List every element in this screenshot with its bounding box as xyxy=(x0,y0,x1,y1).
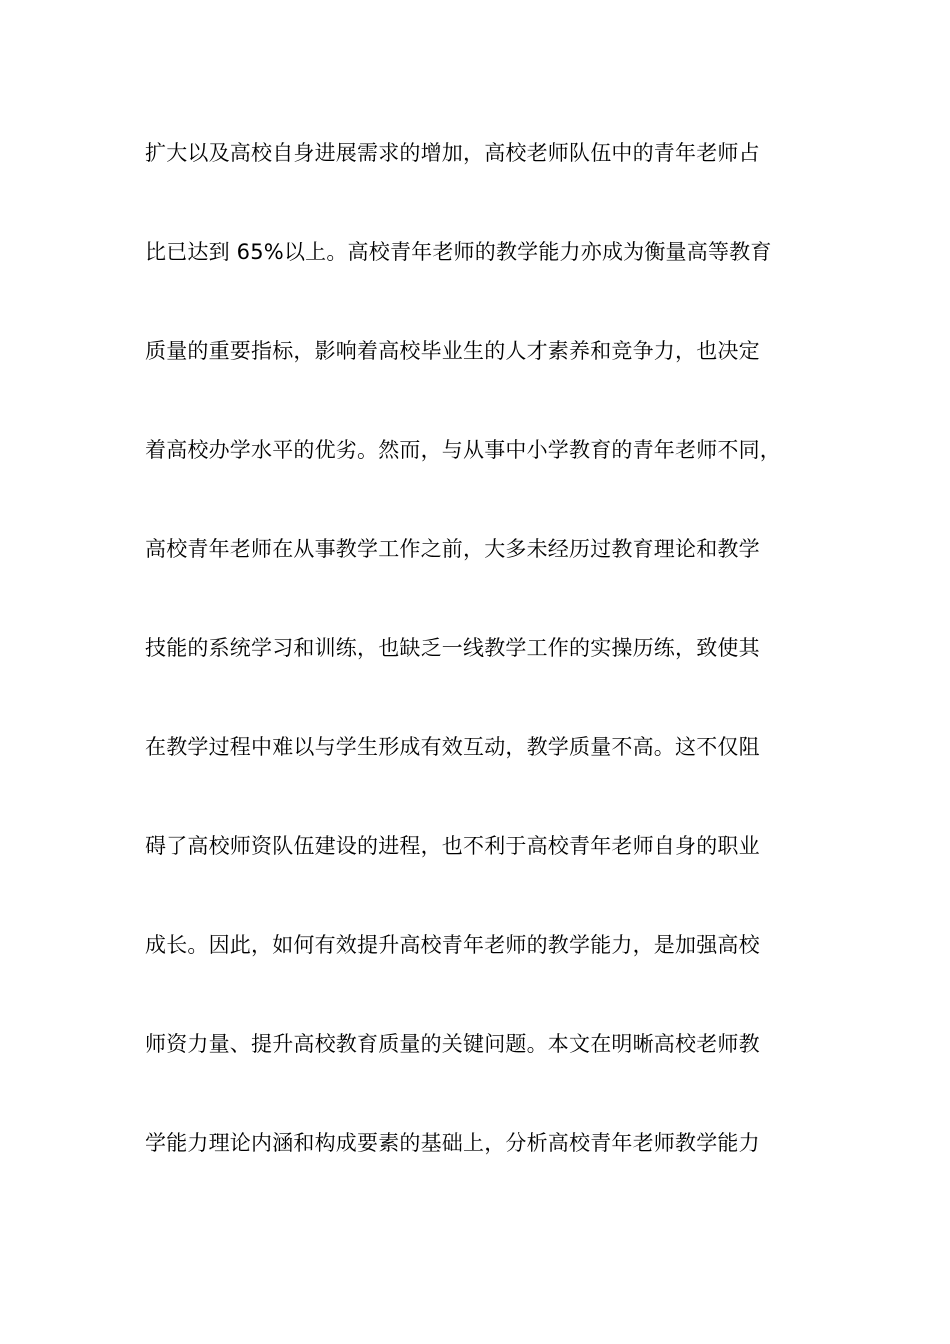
body-paragraph xyxy=(145,133,845,1222)
text-line: 质量的重要指标，影响着高校毕业生的人才素养和竞争力，也决定 xyxy=(145,339,760,363)
text-line: 扩大以及高校自身进展需求的增加，高校老师队伍中的青年老师占 xyxy=(145,141,760,165)
text-line: 着高校办学水平的优劣。然而，与从事中小学教育的青年老师不同， xyxy=(145,438,781,462)
text-line: 成长。因此，如何有效提升高校青年老师的教学能力，是加强高校 xyxy=(145,933,760,957)
text-line: 师资力量、提升高校教育质量的关键问题。本文在明晰高校老师教 xyxy=(145,1032,760,1056)
text-line: 碍了高校师资队伍建设的进程，也不利于高校青年老师自身的职业 xyxy=(145,834,760,858)
text-line: 比已达到 65%以上。高校青年老师的教学能力亦成为衡量高等教育 xyxy=(145,240,772,264)
text-line: 在教学过程中难以与学生形成有效互动，教学质量不高。这不仅阻 xyxy=(145,735,760,759)
text-line: 技能的系统学习和训练，也缺乏一线教学工作的实操历练，致使其 xyxy=(145,636,760,660)
text-line: 高校青年老师在从事教学工作之前，大多未经历过教育理论和教学 xyxy=(145,537,760,561)
text-line: 学能力理论内涵和构成要素的基础上，分析高校青年老师教学能力 xyxy=(145,1131,760,1155)
